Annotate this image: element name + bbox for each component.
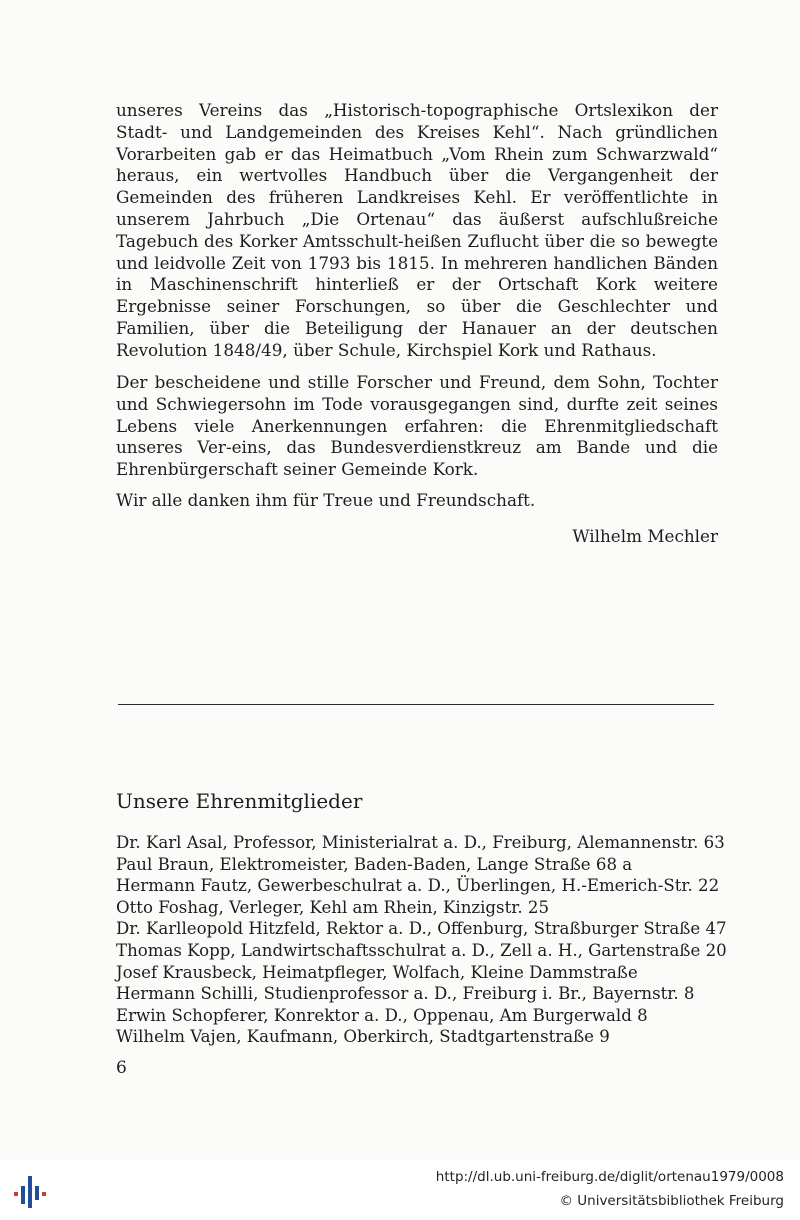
member-entry: Josef Krausbeck, Heimatpfleger, Wolfach, Kleine Dammstraße [116, 962, 638, 982]
university-library-logo-icon [10, 1172, 54, 1212]
author-signature: Wilhelm Mechler [572, 526, 718, 546]
member-entry: Paul Braun, Elektromeister, Baden-Baden, Lange Straße 68 a [116, 854, 633, 874]
member-entry: Hermann Fautz, Gewerbeschulrat a. D., Überlingen, H.-Emerich-Str. 22 [116, 876, 720, 896]
member-entry: Dr. Karl Asal, Professor, Ministerialrat a. D., Freiburg, Alemannenstr. 63 [116, 833, 725, 852]
member-entry: Thomas Kopp, Landwirtschaftsschulrat a. D., Zell a. H., Gartenstraße 20 [116, 940, 727, 960]
body-paragraph-2: Der bescheidene und stille Forscher und Freund, dem Sohn, Tochter und Schwiegersohn im Tode vorausgegangen sind, durfte zeit seines Lebens viele Anerkennungen erfahren: die Ehrenmitgliedschaft unseres Ver-eins, das Bundesverdienstkreuz am Bande und die Ehrenbürgerschaft seiner Gemeinde Kork. [116, 372, 718, 480]
body-paragraph-1: unseres Vereins das „Historisch-topographische Ortslexikon der Stadt- und Landgemeinden des Kreises Kehl“. Nach gründlichen Vorarbeiten gab er das Heimatbuch „Vom Rhein zum Schwarzwald“ heraus, ein wertvolles Handbuch über die Vergangenheit der Gemeinden des früheren Landkreises Kehl. Er veröffentlichte in unserem Jahrbuch „Die Ortenau“ das äußerst aufschlußreiche Tagebuch des Korker Amtsschult-heißen Zuflucht über die so bewegte und leidvolle Zeit von 1793 bis 1815. In mehreren handlichen Bänden in Maschinenschrift hinterließ er der Ortschaft Kork weitere Ergebnisse seiner Forschungen, so über die Geschlechter und Familien, über die Beteiligung der Hanauer an der deutschen Revolution 1848/49, über Schule, Kirchspiel Kork und Rathaus. [116, 100, 718, 360]
honorary-members-list [116, 832, 726, 1048]
member-entry: Hermann Schilli, Studienprofessor a. D., Freiburg i. Br., Bayernstr. 8 [116, 984, 695, 1004]
viewer-footer [0, 1160, 800, 1220]
page-number: 6 [116, 1058, 127, 1078]
member-entry: Wilhelm Vajen, Kaufmann, Oberkirch, Stadtgartenstraße 9 [116, 1027, 610, 1047]
member-entry: Dr. Karlleopold Hitzfeld, Rektor a. D., Offenburg, Straßburger Straße 47 [116, 919, 727, 939]
body-paragraph-3: Wir alle danken ihm für Treue und Freundschaft. [116, 490, 536, 510]
member-entry: Erwin Schopferer, Konrektor a. D., Oppenau, Am Burgerwald 8 [116, 1005, 648, 1025]
member-entry: Otto Foshag, Verleger, Kehl am Rhein, Kinzigstr. 25 [116, 897, 550, 917]
permalink-url[interactable]: http://dl.ub.uni-freiburg.de/diglit/ortenau1979/0008 [435, 1169, 784, 1185]
section-divider [118, 704, 714, 705]
copyright-notice: © Universitätsbibliothek Freiburg [559, 1193, 784, 1209]
honorary-members-heading: Unsere Ehrenmitglieder [116, 789, 363, 813]
